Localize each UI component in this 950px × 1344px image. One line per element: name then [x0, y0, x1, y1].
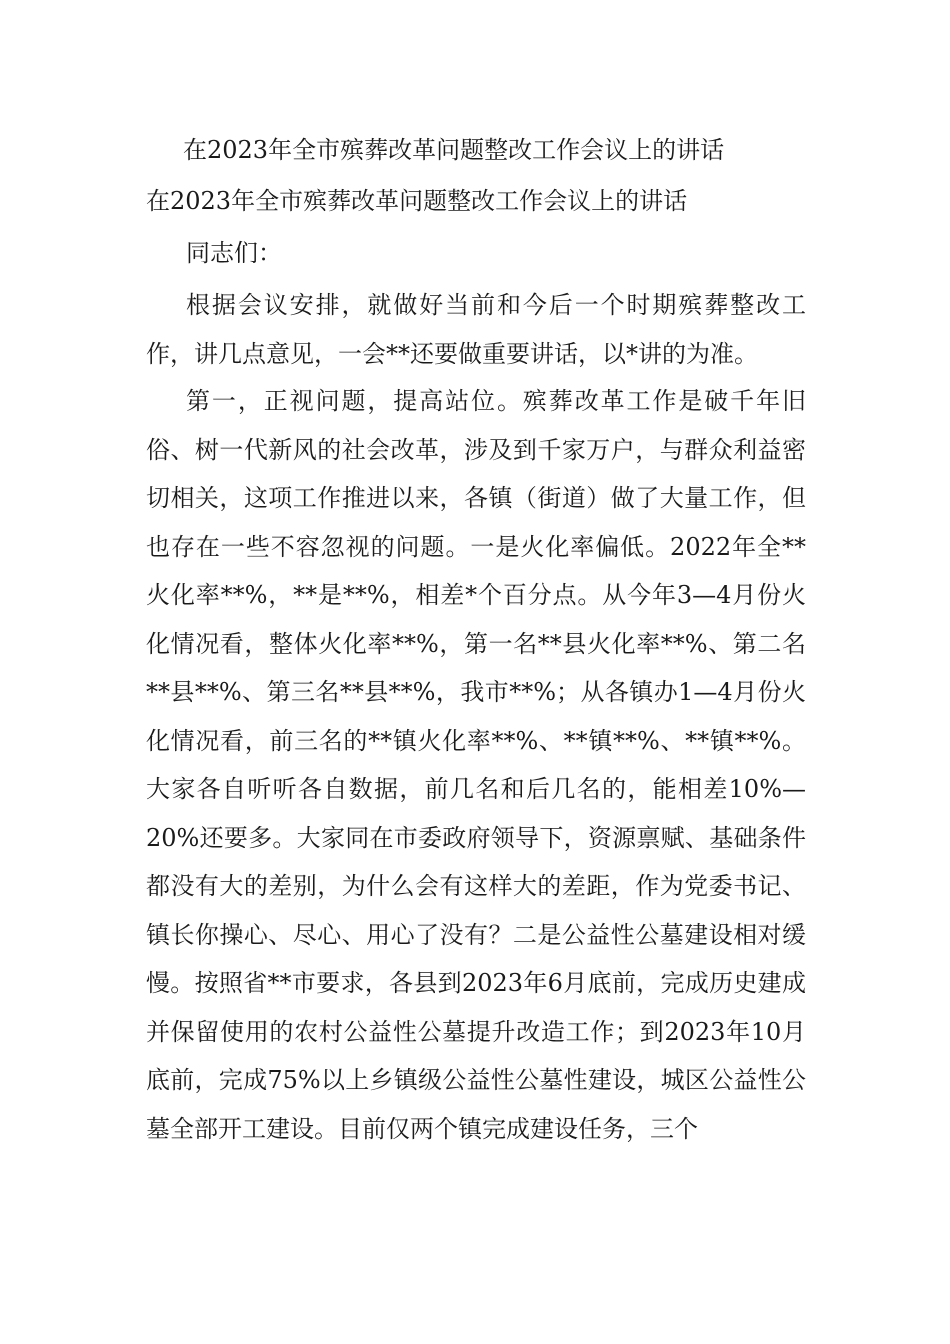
- document-title-repeat: 在2023年全市殡葬改革问题整改工作会议上的讲话: [146, 187, 688, 215]
- paragraph-first-point: 第一，正视问题，提高站位。殡葬改革工作是破千年旧俗、树一代新风的社会改革，涉及到千家万户，与群众利益密切相关，这项工作推进以来，各镇（街道）做了大量工作，但也存在一些不容忽视的问题。一是火化率偏低。2022年全**火化率**%，**是**%，相差*个百分点。从今年3—4月份火化情况看，整体火化率**%，第一名**县火化率**%、第二名**县**%、第三名**县**%，我市**%；从各镇办1—4月份火化情况看，前三名的**镇火化率**%、**镇**%、**镇**%。大家各自听听各自数据，前几名和后几名的，能相差10%—20%还要多。大家同在市委政府领导下，资源禀赋、基础条件都没有大的差别，为什么会有这样大的差距，作为党委书记、镇长你操心、尽心、用心了没有？二是公益性公墓建设相对缓慢。按照省**市要求，各县到2023年6月底前，完成历史建成并保留使用的农村公益性公墓提升改造工作；到2023年10月底前，完成75%以上乡镇级公益性公墓性建设，城区公益性公墓全部开工建设。目前仅两个镇完成建设任务，三个: [146, 387, 806, 1143]
- paragraph-intro: 根据会议安排，就做好当前和今后一个时期殡葬整改工作，讲几点意见，一会**还要做重要讲话，以*讲的为准。: [146, 291, 806, 368]
- greeting: 同志们：: [186, 239, 282, 267]
- document-title: 在2023年全市殡葬改革问题整改工作会议上的讲话: [183, 136, 725, 164]
